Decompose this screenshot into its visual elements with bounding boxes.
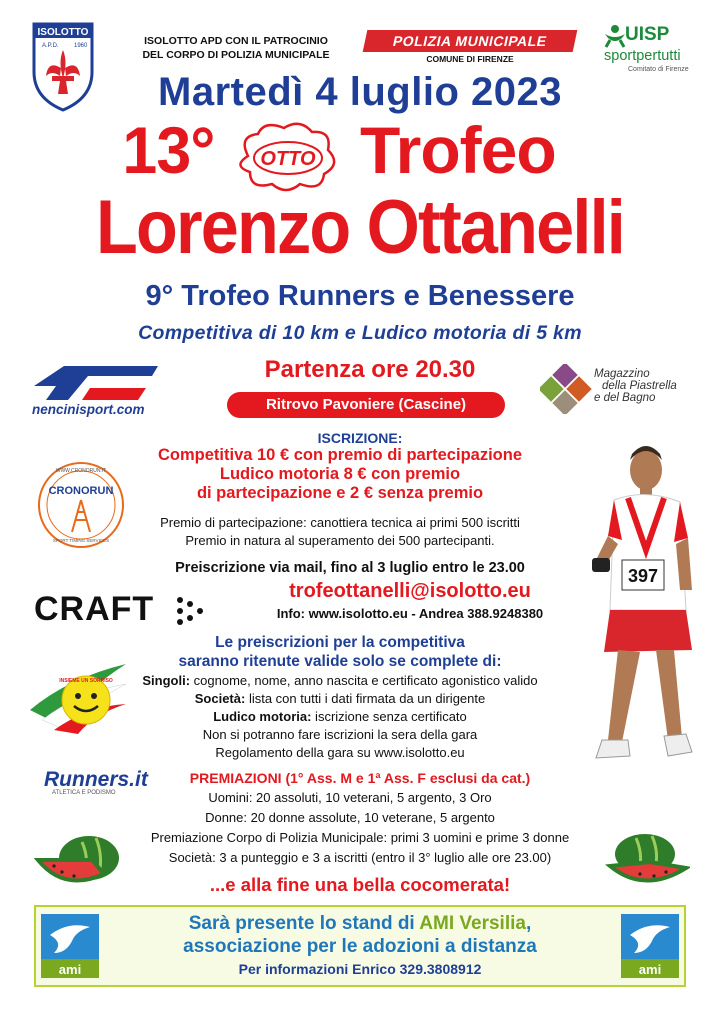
- patronage-line-1: ISOLOTTO APD CON IL PATROCINIO: [144, 35, 328, 47]
- magazzino-line-2: della Piastrella: [602, 380, 677, 392]
- runners-it-sub: ATLETICA E PODISMO: [52, 790, 116, 796]
- prizes-men: Uomini: 20 assoluti, 10 veterani, 5 argento, 3 Oro: [208, 790, 492, 805]
- magazzino-piastrella-logo: [540, 364, 600, 414]
- cronorun-url: WWW.CRONORUN.IT: [55, 468, 107, 474]
- requirement-no-same-day: Non si potranno fare iscrizioni la sera della gara: [202, 727, 478, 742]
- insieme-un-sorriso-logo: [28, 658, 128, 736]
- otto-text: OTTO: [260, 148, 316, 170]
- ami-logo-right: [620, 913, 680, 979]
- registration-ludico-1: Ludico motoria 8 € con premio: [219, 465, 461, 483]
- isolotto-year: 1960: [74, 43, 88, 49]
- patronage-text: [126, 34, 346, 62]
- ludico-label: Ludico motoria:: [213, 709, 312, 724]
- craft-logo: [34, 590, 214, 630]
- prize-note-1: Premio di partecipazione: canottiera tecnica ai primi 500 iscritti: [160, 515, 520, 530]
- ami-logo-text-left: ami: [58, 962, 82, 977]
- magazzino-line-3: e del Bagno: [594, 392, 656, 404]
- prizes-societies: Società: 3 a punteggio e 3 a iscritti (entro il 3° luglio alle ore 23.00): [168, 850, 552, 865]
- registration-email[interactable]: trofeottanelli@isolotto.eu: [289, 580, 531, 602]
- isolotto-name: ISOLOTTO: [37, 27, 89, 38]
- singoli-text: cognome, nome, anno nascita e certificato agonistico valido: [190, 673, 538, 688]
- edition-number: 13°: [122, 113, 215, 187]
- runners-it-logo: Runners.it: [44, 768, 148, 791]
- nencini-sport-url: nencinisport.com: [32, 402, 145, 417]
- runner-photo: [588, 440, 700, 792]
- cronorun-sub: SPORT TIMING SERVICES: [52, 538, 110, 543]
- singoli-label: Singoli:: [142, 673, 191, 688]
- requirement-rules: Regolamento della gara su www.isolotto.eu: [215, 745, 465, 760]
- craft-text: CRAFT: [34, 590, 155, 628]
- magazzino-text: [594, 368, 677, 404]
- magazzino-line-1: Magazzino: [594, 368, 650, 380]
- ami-line-1-post: ,: [525, 913, 532, 934]
- pre-registration-note: Preiscrizione via mail, fino al 3 luglio entro le 23.00: [175, 560, 525, 576]
- prizes-note: (1° Ass. M e 1ª Ass. F esclusi da cat.): [281, 770, 531, 786]
- polizia-comune-text: COMUNE DI FIRENZE: [426, 54, 514, 64]
- requirements-heading-2: saranno ritenute valide solo se complete di:: [178, 653, 502, 670]
- ami-line-1: [100, 913, 620, 935]
- trophy-name: Lorenzo Ottanelli: [95, 185, 625, 270]
- ami-line-2: associazione per le adozioni a distanza: [183, 936, 537, 957]
- closing-line: ...e alla fine una bella cocomerata!: [209, 874, 511, 895]
- watermelon-right-icon: [600, 830, 690, 890]
- info-contact: Info: www.isolotto.eu - Andrea 388.9248380: [276, 606, 544, 621]
- registration-ludico-2: di partecipazione e 2 € senza premio: [196, 484, 484, 502]
- isolotto-apd: A.P.D.: [42, 43, 59, 49]
- watermelon-left-icon: [34, 830, 124, 890]
- patronage-line-2: DEL CORPO DI POLIZIA MUNICIPALE: [142, 49, 330, 61]
- polizia-municipale-logo: POLIZIA MUNICIPALE: [363, 30, 578, 52]
- start-time: Partenza ore 20.30: [264, 356, 476, 383]
- registration-heading: ISCRIZIONE:: [317, 430, 403, 446]
- runner-bib-number: 397: [627, 566, 659, 586]
- uisp-tagline: sportpertutti: [604, 48, 681, 64]
- otto-flower-logo: [228, 118, 346, 194]
- smile-text: INSIEME UN SORRISO: [59, 678, 113, 684]
- prizes-police: Premiazione Corpo di Polizia Municipale: primi 3 uomini e prime 3 donne: [150, 830, 570, 845]
- meeting-point-badge: Ritrovo Pavoniere (Cascine): [227, 392, 505, 418]
- ami-logo-left: [40, 913, 100, 979]
- cronorun-name: CRONORUN: [48, 485, 114, 497]
- uisp-comitato: Comitato di Firenze: [628, 66, 689, 73]
- ami-line-1-pre: Sarà presente lo stand di: [188, 913, 420, 934]
- prizes-title: PREMIAZIONI: [189, 770, 282, 786]
- trofeo-word: Trofeo: [360, 113, 556, 187]
- ami-brand: AMI Versilia: [419, 913, 526, 934]
- uisp-name: UISP: [625, 24, 670, 45]
- prize-note-2: Premio in natura al superamento dei 500 partecipanti.: [185, 533, 495, 548]
- ludico-text: iscrizione senza certificato: [311, 709, 467, 724]
- societa-label: Società:: [194, 691, 246, 706]
- ami-logo-text-right: ami: [638, 962, 662, 977]
- requirements-heading-1: Le preiscrizioni per la competitiva: [215, 634, 465, 651]
- subtitle: 9° Trofeo Runners e Benessere: [145, 280, 575, 312]
- prizes-women: Donne: 20 donne assolute, 10 veterane, 5 argento: [205, 810, 495, 825]
- registration-competitive: Competitiva 10 € con premio di partecipazione: [157, 446, 522, 464]
- ami-contact: Per informazioni Enrico 329.3808912: [238, 961, 482, 977]
- race-types: Competitiva di 10 km e Ludico motoria di 5 km: [138, 322, 582, 344]
- event-date: Martedì 4 luglio 2023: [158, 70, 562, 114]
- craft-dots-icon: [174, 596, 208, 626]
- societa-text: lista con tutti i dati firmata da un dirigente: [245, 691, 486, 706]
